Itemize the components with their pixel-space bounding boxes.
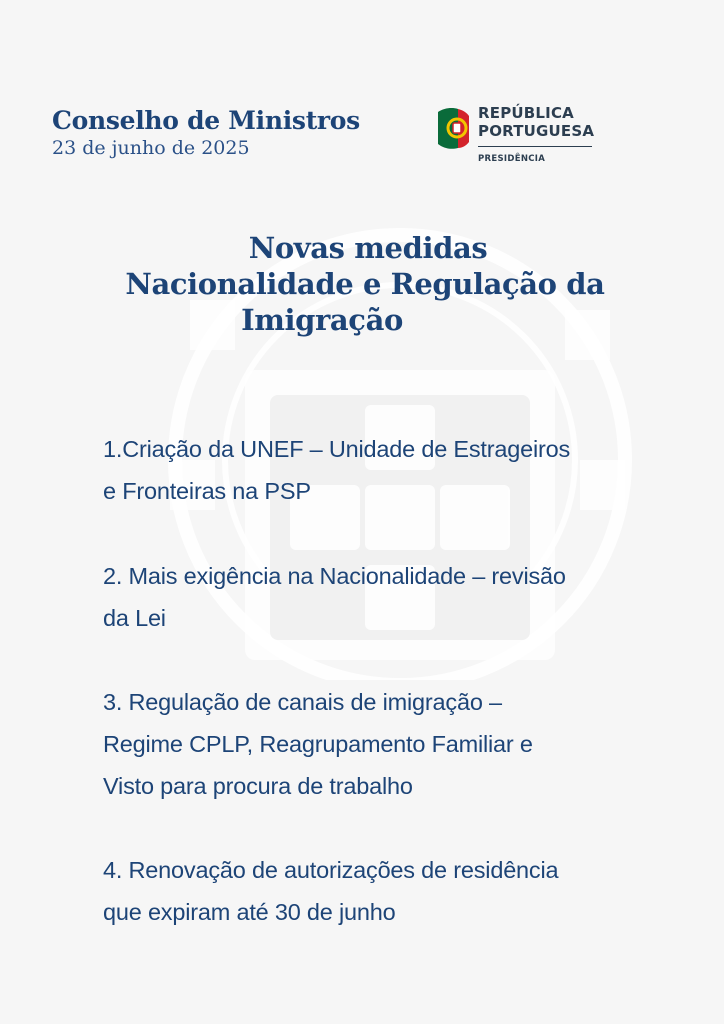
measure-line: 4. Renovação de autorizações de residência xyxy=(103,857,559,883)
logo-line-1: REPÚBLICA xyxy=(478,104,574,122)
measure-line: da Lei xyxy=(103,605,166,631)
logo-text xyxy=(478,104,594,140)
republica-portuguesa-logo xyxy=(434,104,604,170)
logo-subtitle: PRESIDÊNCIA xyxy=(478,154,546,164)
measure-line: 1.Criação da UNEF – Unidade de Estrageiros xyxy=(103,436,571,462)
logo-divider xyxy=(478,146,592,147)
logo-line-2: PORTUGUESA xyxy=(478,122,595,140)
measure-item xyxy=(103,681,663,807)
measure-line: que expiram até 30 de junho xyxy=(103,899,396,925)
measure-line: e Fronteiras na PSP xyxy=(103,478,311,504)
portuguese-flag-icon xyxy=(434,106,470,150)
title-line-2: Nacionalidade e Regulação da xyxy=(125,267,605,301)
measure-item xyxy=(103,428,663,512)
meeting-date: 23 de junho de 2025 xyxy=(52,137,250,159)
document-title xyxy=(40,230,690,338)
title-line-1: Novas medidas xyxy=(248,231,488,265)
measure-line: 2. Mais exigência na Nacionalidade – revisão xyxy=(103,563,566,589)
measure-line: 3. Regulação de canais de imigração – xyxy=(103,689,502,715)
measure-item xyxy=(103,849,663,933)
measure-item xyxy=(103,555,663,639)
measure-line: Visto para procura de trabalho xyxy=(103,773,413,799)
meeting-header xyxy=(52,106,360,160)
title-line-3: Imigração xyxy=(241,303,403,337)
measure-line: Regime CPLP, Reagrupamento Familiar e xyxy=(103,731,533,757)
council-name: Conselho de Ministros xyxy=(52,106,360,135)
